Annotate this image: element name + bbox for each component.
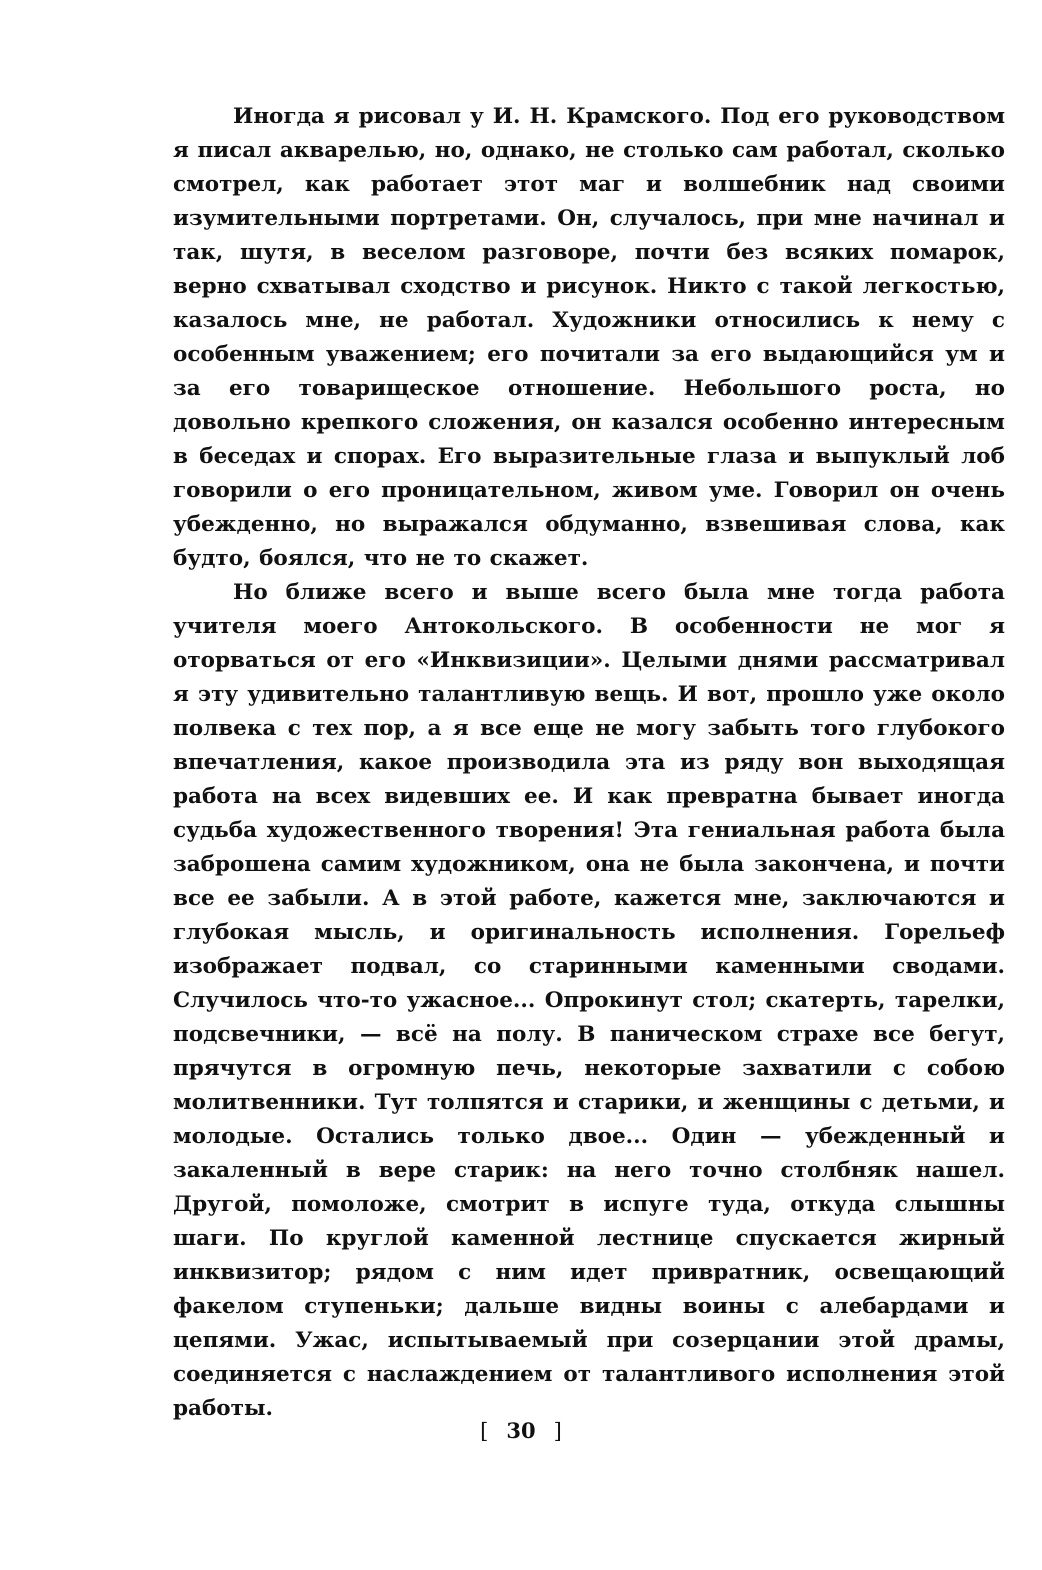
page-number-bracket-right: ]	[553, 1419, 562, 1443]
paragraph-antokolsky: Но ближе всего и выше всего была мне тогда работа учителя моего Антокольского. В особенности не мог я оторваться от его «Инквизиции». Целыми днями рассматривал я эту удивительно талантливую вещь. И вот, прошло уже около полвека с тех пор, а я все еще не могу забыть того глубокого впечатления, какое производила эта из ряду вон выходящая работа на всех видевших ее. И как превратна бывает иногда судьба художественного творения! Эта гениальная работа была заброшена самим художником, она не была закончена, и почти все ее забыли. А в этой работе, кажется мне, заключаются и глубокая мысль, и оригинальность исполнения. Горельеф изображает подвал, со старинными каменными сводами. Случилось что-то ужасное... Опрокинут стол; скатерть, тарелки, подсвечники, — всё на полу. В паническом страхе все бегут, прячутся в огромную печь, некоторые захватили с собою молитвенники. Тут толпятся и старики, и женщины с детьми, и молодые. Остались только двое... Один — убежденный и закаленный в вере старик: на него точно столбняк нашел. Другой, помоложе, смотрит в испуге туда, откуда слышны шаги. По круглой каменной лестнице спускается жирный инквизитор; рядом с ним идет привратник, освещающий факелом ступеньки; дальше видны воины с алебардами и цепями. Ужас, испытываемый при созерцании этой драмы, соединяется с наслаждением от талантливого исполнения этой работы.	[173, 580, 1005, 1421]
page-number-bracket-left: [	[480, 1419, 489, 1443]
page-number-footer	[0, 1418, 1042, 1443]
body-text	[173, 100, 1005, 1426]
paragraph-kramskoy: Иногда я рисовал у И. Н. Крамского. Под его руководством я писал акварелью, но, однако, не столько сам работал, сколько смотрел, как работает этот маг и волшебник над своими изумительными портретами. Он, случалось, при мне начинал и так, шутя, в веселом разговоре, почти без всяких помарок, верно схватывал сходство и рисунок. Никто с такой легкостью, казалось мне, не работал. Художники относились к нему с особенным уважением; его почитали за его выдающийся ум и за его товарищеское отношение. Небольшого роста, но довольно крепкого сложения, он казался особенно интересным в беседах и спорах. Его выразительные глаза и выпуклый лоб говорили о его проницательном, живом уме. Говорил он очень убежденно, но выражался обдуманно, взвешивая слова, как будто, боялся, что не то скажет.	[173, 104, 1005, 571]
page-number: 30	[506, 1418, 536, 1443]
